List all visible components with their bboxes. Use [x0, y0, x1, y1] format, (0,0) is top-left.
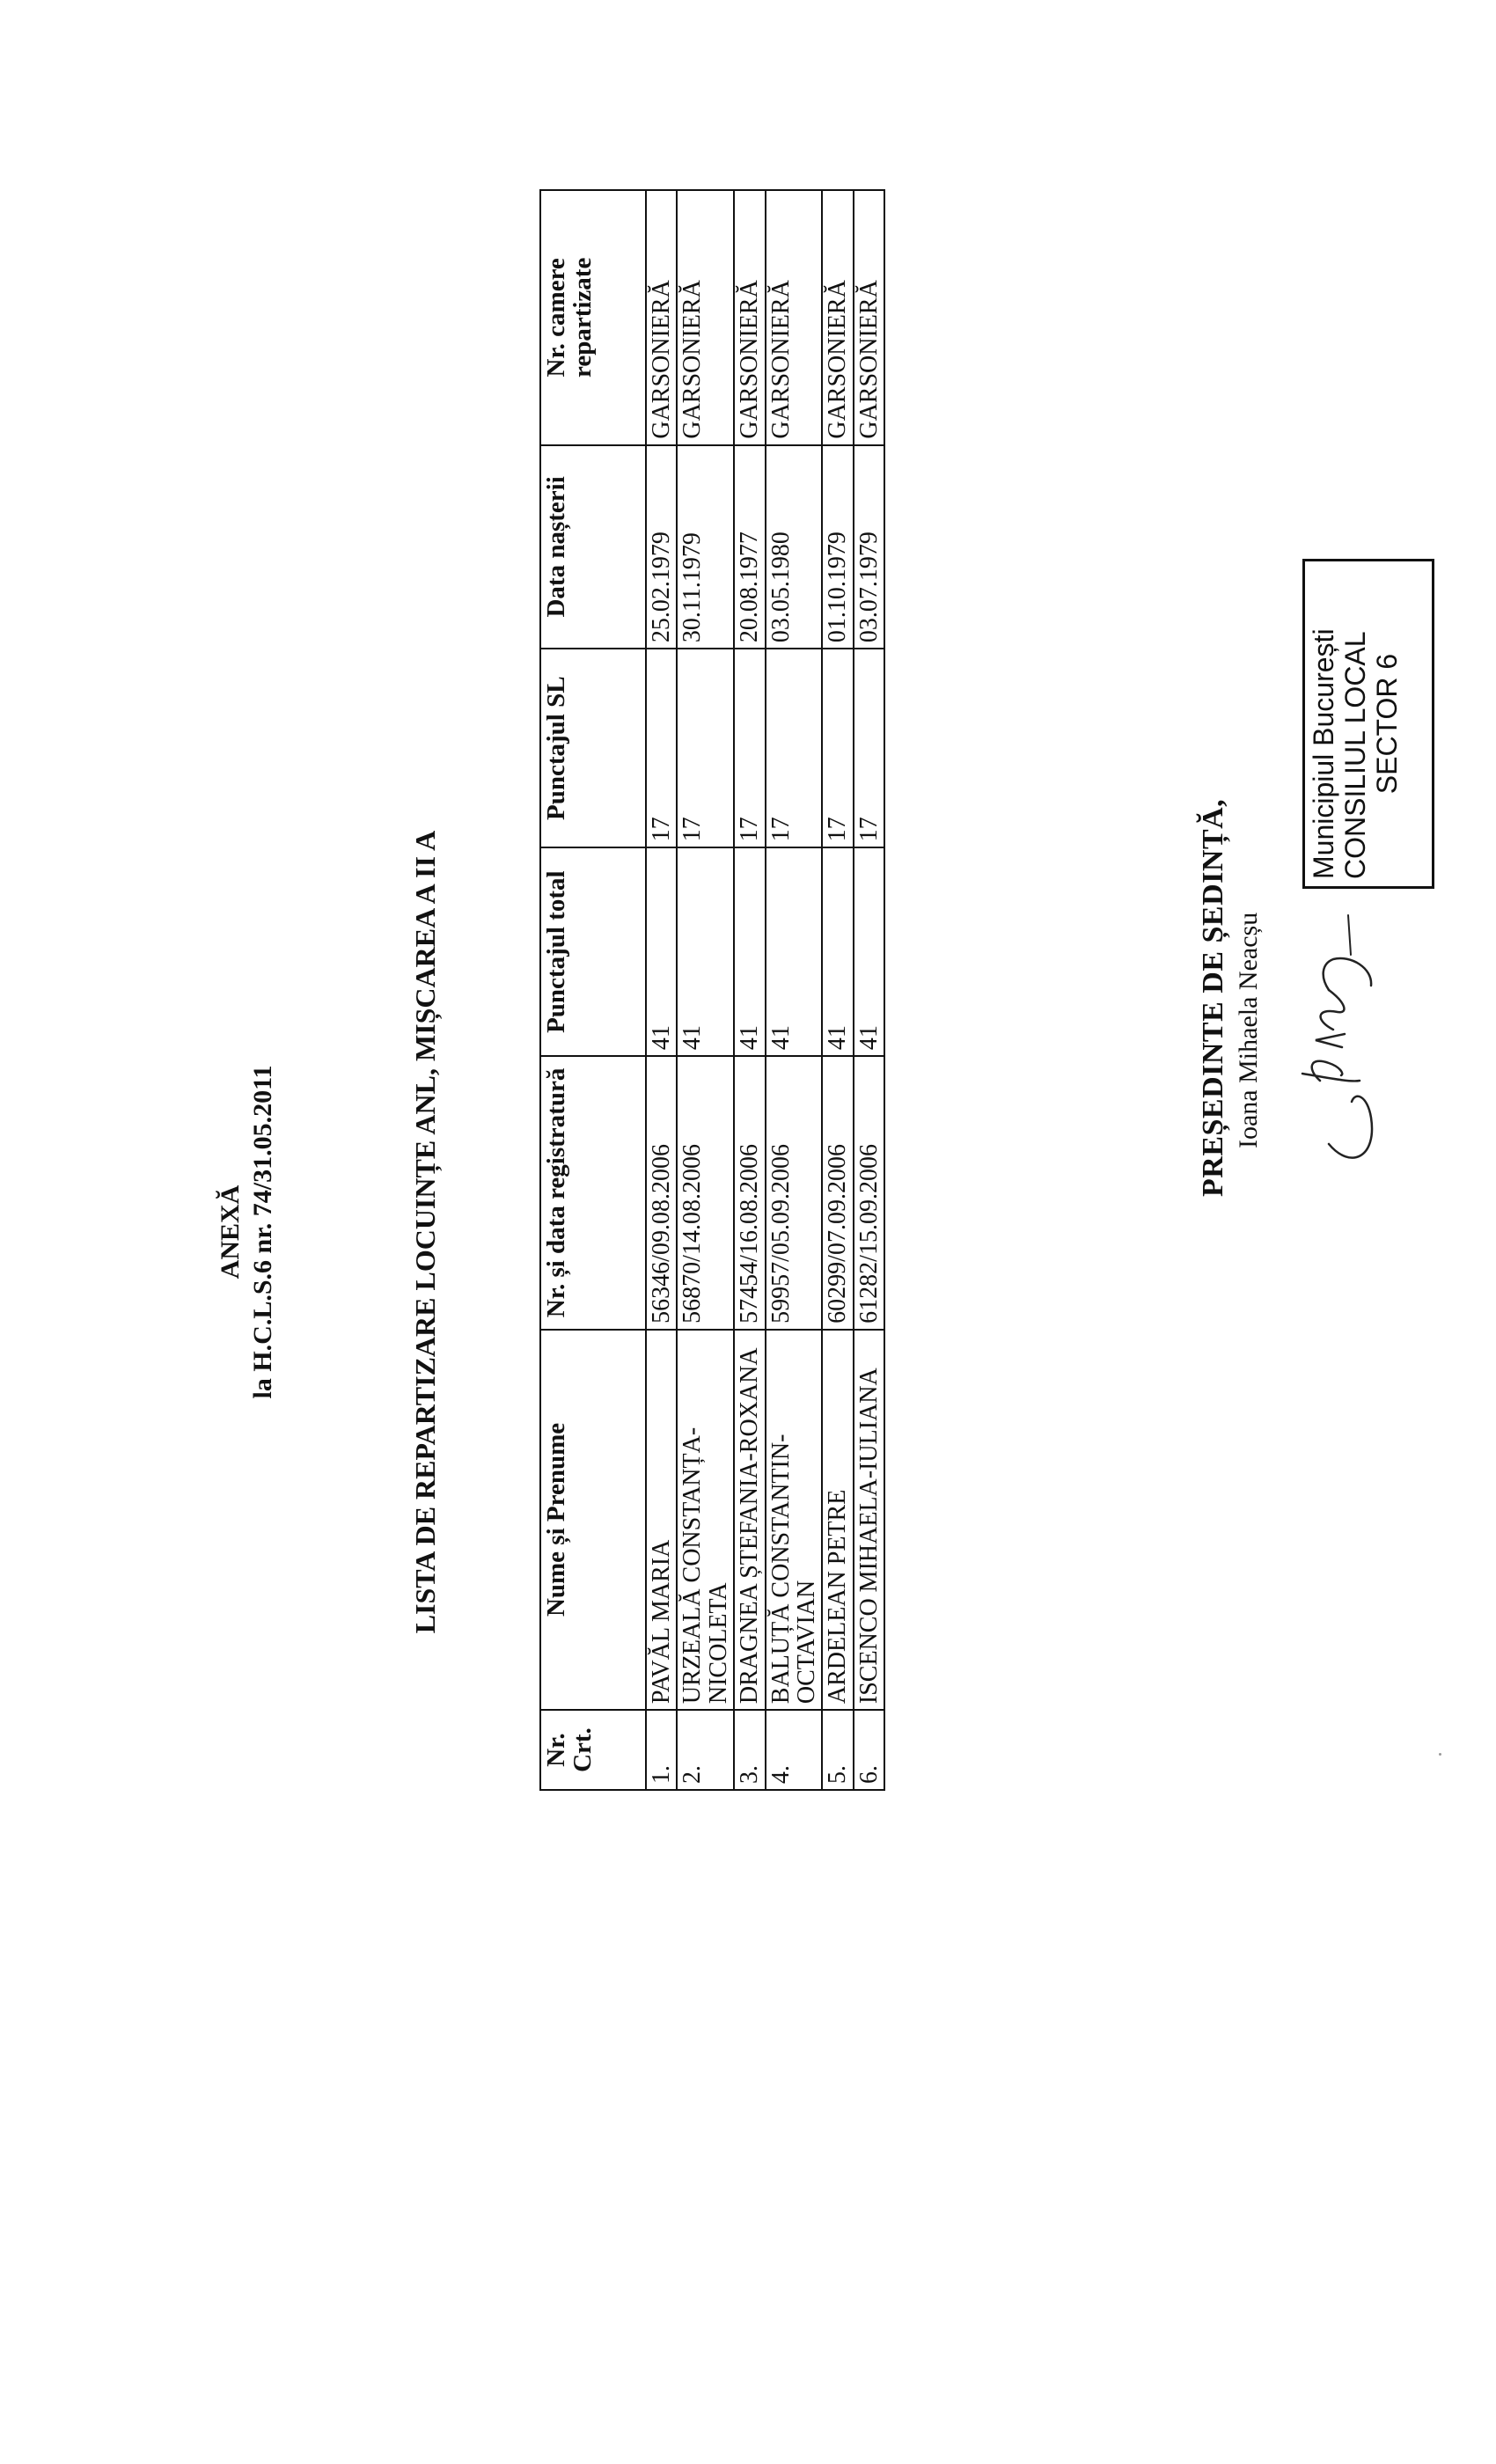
cell-birth-date: 03.07.1979	[854, 445, 884, 649]
cell-name: DRAGNEA ȘTEFANIA-ROXANA	[734, 1330, 765, 1710]
cell-registration: 59957/05.09.2006	[766, 1056, 823, 1330]
cell-name: URZEALĂ CONSTANȚA-NICOLETA	[677, 1330, 734, 1710]
table-row	[822, 190, 853, 1790]
table-row	[646, 190, 677, 1790]
table-row	[734, 190, 765, 1790]
cell-registration: 56870/14.08.2006	[677, 1056, 734, 1330]
header-rooms: Nr. camere repartizate	[540, 190, 646, 445]
annex-reference: la H.C.L.S.6 nr. 74/31.05.2011	[248, 1065, 277, 1399]
header-sl-score: Punctajul SL	[540, 649, 646, 847]
cell-total-score: 41	[822, 847, 853, 1056]
table-row	[854, 190, 884, 1790]
cell-rooms: GARSONIERĂ	[854, 190, 884, 445]
cell-total-score: 41	[854, 847, 884, 1056]
cell-name: PAVĂL MARIA	[646, 1330, 677, 1710]
cell-total-score: 41	[766, 847, 823, 1056]
cell-nr: 6.	[854, 1710, 884, 1790]
header-registration: Nr. și data registratură	[540, 1056, 646, 1330]
table-header-row	[540, 190, 646, 1790]
cell-birth-date: 30.11.1979	[677, 445, 734, 649]
cell-name: BALUȚĂ CONSTANTIN-OCTAVIAN	[766, 1330, 823, 1710]
cell-nr: 5.	[822, 1710, 853, 1790]
allocation-table	[539, 189, 885, 1791]
cell-nr: 2.	[677, 1710, 734, 1790]
handwritten-signature	[1267, 898, 1390, 1179]
cell-sl-score: 17	[734, 649, 765, 847]
president-title: PREȘEDINTE DE ȘEDINȚĂ,	[1197, 798, 1229, 1197]
header-total-score: Punctajul total	[540, 847, 646, 1056]
cell-name: ISCENCO MIHAELA-IULIANA	[854, 1330, 884, 1710]
cell-registration: 60299/07.09.2006	[822, 1056, 853, 1330]
cell-total-score: 41	[646, 847, 677, 1056]
list-title: LISTA DE REPARTIZARE LOCUINȚE ANL, MIȘCAREA A II A	[409, 830, 441, 1634]
cell-sl-score: 17	[822, 649, 853, 847]
cell-rooms: GARSONIERĂ	[766, 190, 823, 445]
cell-sl-score: 17	[854, 649, 884, 847]
stamp-line-1: Municipiul București	[1308, 628, 1339, 879]
header-name: Nume și Prenume	[540, 1330, 646, 1710]
cell-total-score: 41	[734, 847, 765, 1056]
cell-birth-date: 03.05.1980	[766, 445, 823, 649]
cell-birth-date: 01.10.1979	[822, 445, 853, 649]
cell-nr: 3.	[734, 1710, 765, 1790]
president-name: Ioana Mihaela Neacșu	[1234, 912, 1263, 1148]
cell-sl-score: 17	[766, 649, 823, 847]
cell-rooms: GARSONIERĂ	[734, 190, 765, 445]
header-nr-crt: Nr. Crt.	[540, 1710, 646, 1790]
cell-birth-date: 25.02.1979	[646, 445, 677, 649]
stamp-line-2: CONSILIUL LOCAL	[1338, 631, 1371, 879]
official-stamp	[1302, 559, 1434, 889]
cell-rooms: GARSONIERĂ	[822, 190, 853, 445]
header-birth-date: Data nașterii	[540, 445, 646, 649]
cell-name: ARDELEAN PETRE	[822, 1330, 853, 1710]
cell-birth-date: 20.08.1977	[734, 445, 765, 649]
cell-sl-score: 17	[646, 649, 677, 847]
cell-registration: 61282/15.09.2006	[854, 1056, 884, 1330]
cell-sl-score: 17	[677, 649, 734, 847]
table-row	[677, 190, 734, 1790]
cell-nr: 1.	[646, 1710, 677, 1790]
cell-registration: 56346/09.08.2006	[646, 1056, 677, 1330]
cell-total-score: 41	[677, 847, 734, 1056]
stamp-line-3: SECTOR 6	[1370, 653, 1403, 795]
signature-block	[1197, 581, 1264, 1197]
cell-rooms: GARSONIERĂ	[646, 190, 677, 445]
annex-title: ANEXĂ	[216, 1184, 245, 1280]
cell-rooms: GARSONIERĂ	[677, 190, 734, 445]
cell-registration: 57454/16.08.2006	[734, 1056, 765, 1330]
table-row	[766, 190, 823, 1790]
scan-speck	[1439, 1753, 1441, 1756]
cell-nr: 4.	[766, 1710, 823, 1790]
